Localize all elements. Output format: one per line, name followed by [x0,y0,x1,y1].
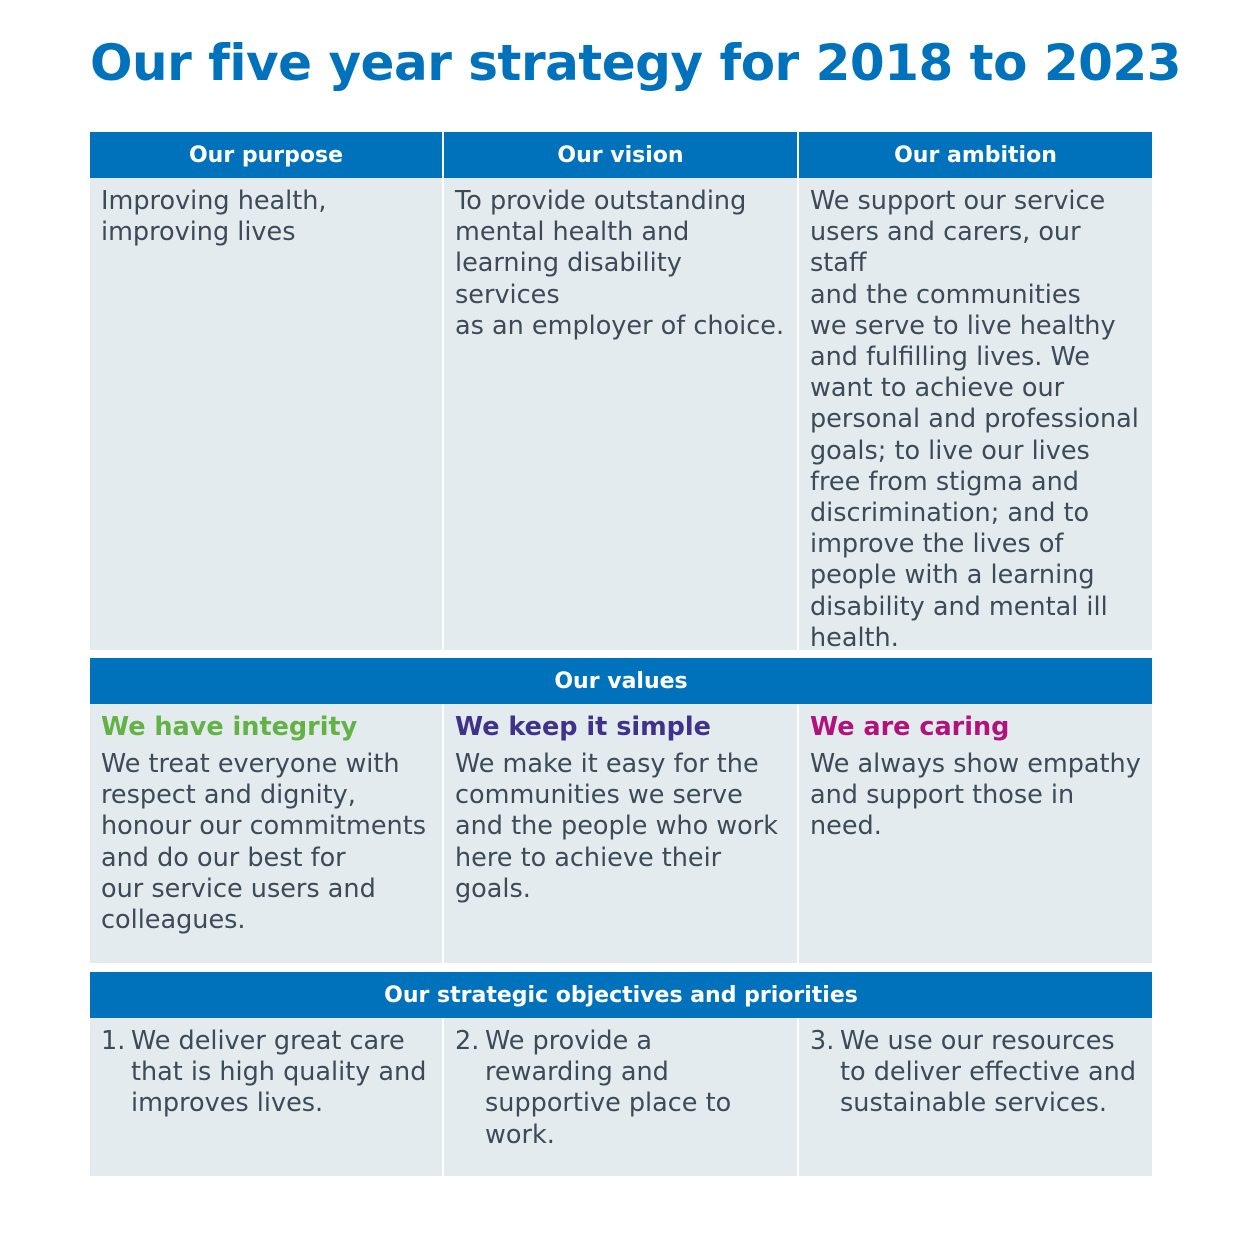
value-line: We make it easy for the [455,749,759,779]
objective-line: sustainable services. [840,1088,1108,1119]
value-line: need. [810,811,882,842]
value-line: respect and dignity, [101,780,356,811]
objective-item [810,1026,1142,1120]
objective-item [101,1026,432,1120]
value-line: honour our commitments [101,811,426,842]
vision-line: mental health and [455,217,690,248]
objective-line: We provide a [485,1026,653,1056]
purpose-header: Our purpose [90,132,442,178]
objective-line: rewarding and [485,1057,669,1088]
objective-line: improves lives. [131,1088,324,1119]
strategy-overview-table [90,132,1152,650]
value-integrity-title: We have integrity [101,712,358,742]
page-title: Our five year strategy for 2018 to 2023 [90,34,1181,92]
value-line: here to achieve their [455,842,722,873]
ambition-cell [799,178,1152,650]
ambition-line: health. [810,622,899,650]
value-simple-cell [444,704,797,963]
objective-line: that is high quality and [131,1057,427,1088]
purpose-line: Improving health, [101,186,327,216]
purpose-line: improving lives [101,217,296,248]
ambition-line: people with a learning [810,560,1095,591]
value-simple-title: We keep it simple [455,712,711,742]
values-header-row [90,658,1152,704]
objectives-header: Our strategic objectives and priorities [90,972,1152,1018]
objective-line: work. [485,1119,555,1150]
value-line: goals. [455,873,531,904]
objective-number: 3. [810,1026,835,1056]
ambition-line: goals; to live our lives [810,435,1090,466]
value-caring-title: We are caring [810,712,1010,742]
ambition-line: users and carers, our staff [810,217,1081,279]
purpose-cell [90,178,442,650]
vision-line: as an employer of choice. [455,310,785,341]
objectives-table [90,972,1152,1176]
values-table [90,658,1152,963]
objectives-body-row [90,1018,1152,1176]
ambition-line: improve the lives of [810,529,1064,560]
value-line: We treat everyone with [101,749,400,779]
objective-line: We deliver great care [131,1026,405,1056]
ambition-line: personal and professional [810,404,1139,435]
vision-line: To provide outstanding [455,186,747,216]
value-line: and do our best for [101,842,346,873]
ambition-line: discrimination; and to [810,498,1090,529]
value-line: We always show empathy [810,749,1141,779]
values-header: Our values [90,658,1152,704]
value-integrity-cell [90,704,442,963]
ambition-line: and fulfilling lives. We [810,342,1090,373]
vision-line: learning disability services [455,248,682,310]
objective-line: We use our resources [840,1026,1115,1056]
ambition-header: Our ambition [799,132,1152,178]
vision-cell [444,178,797,650]
overview-header-row [90,132,1152,178]
value-line: our service users and [101,873,376,904]
value-line: and the people who work [455,811,779,842]
values-body-row [90,704,1152,963]
objective-item [455,1026,787,1151]
value-line: communities we serve [455,780,743,811]
ambition-line: free from stigma and [810,466,1079,497]
value-caring-cell [799,704,1152,963]
objective-number: 1. [101,1026,126,1056]
ambition-line: and the communities [810,279,1081,310]
value-line: and support those in [810,780,1075,811]
objective-3-cell [799,1018,1152,1176]
vision-header: Our vision [444,132,797,178]
overview-body-row [90,178,1152,650]
objective-line: supportive place to [485,1088,732,1119]
ambition-line: disability and mental ill [810,591,1108,622]
objective-line: to deliver effective and [840,1057,1137,1088]
ambition-line: We support our service [810,186,1106,216]
value-line: colleagues. [101,905,246,936]
objective-2-cell [444,1018,797,1176]
objectives-header-row [90,972,1152,1018]
ambition-line: we serve to live healthy [810,310,1116,341]
objective-number: 2. [455,1026,480,1056]
ambition-line: want to achieve our [810,373,1065,404]
objective-1-cell [90,1018,442,1176]
